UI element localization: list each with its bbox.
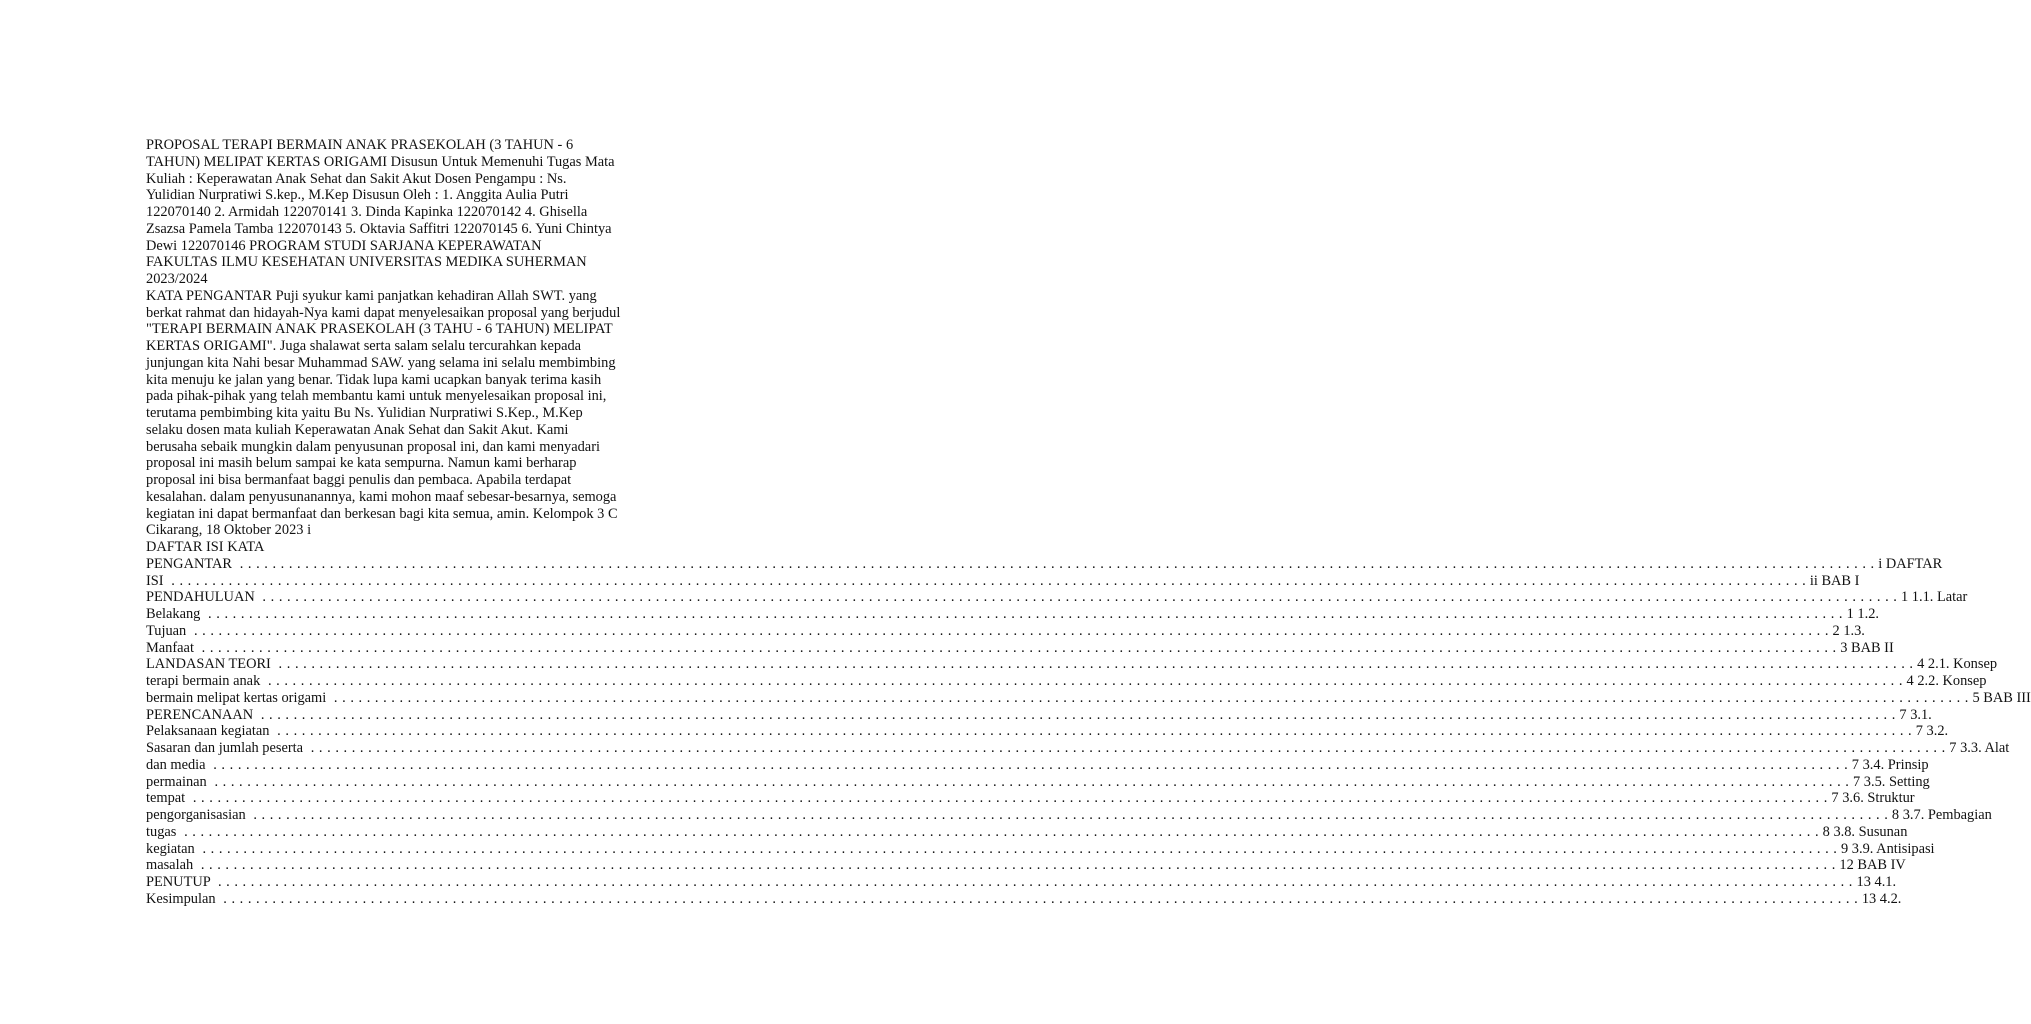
toc-entry-title: tempat (146, 790, 189, 807)
toc-entry-page: 13 4.2. (1858, 890, 1902, 907)
text-line: terutama pembimbing kita yaitu Bu Ns. Yulidian Nurpratiwi S.Kep., M.Kep (146, 405, 583, 421)
toc-dot-leader: . . . . . . . . . . . . . . . . . . . . . . . . . . . . . . . . . . . . . . . . . . . . . . . . . . . . . . . . . . . . . . . . . . . . . . . . . . . . . . . . . . . . . . . . . . . . . . . . . . . . . . . . . . . . . . . . . . . . . . . . . . . . . . . . . . . . . . . . . . . . . . . . . . . . . . . . . . . . . . . . . . . . . . . . . . . . . . . . . . . . . . . . . . . . . . . . . . . . . . . . (197, 639, 1837, 656)
text-line: "TERAPI BERMAIN ANAK PRASEKOLAH (3 TAHU - 6 TAHUN) MELIPAT (146, 321, 613, 338)
table-of-contents (146, 539, 2031, 908)
toc-entry (146, 773, 1930, 791)
toc-lines (146, 555, 2031, 908)
toc-entry-page: 9 3.9. Antisipasi (1837, 840, 1935, 857)
toc-entry-title: kegiatan (146, 840, 199, 857)
text-line: berusaha sebaik mungkin dalam penyusunan proposal ini, dan kami menyadari (146, 438, 600, 455)
toc-entry (146, 706, 1932, 724)
toc-entry-page: 8 3.7. Pembagian (1888, 807, 1992, 823)
toc-entry (146, 723, 1949, 740)
text-line: selaku dosen mata kuliah Keperawatan Anak Sehat dan Sakit Akut. Kami (146, 421, 569, 438)
toc-entry-page: 1 1.2. (1843, 606, 1879, 622)
text-line: kegiatan ini dapat bermanfaat dan berkesan bagi kita semua, amin. Kelompok 3 C (146, 505, 618, 522)
toc-entry (146, 689, 2031, 707)
text-line: PROPOSAL TERAPI BERMAIN ANAK PRASEKOLAH (3 TAHUN - 6 (146, 137, 574, 153)
toc-entry-title: PENUTUP (146, 874, 214, 890)
toc-entry-page: 12 BAB IV (1835, 857, 1906, 874)
toc-dot-leader: . . . . . . . . . . . . . . . . . . . . . . . . . . . . . . . . . . . . . . . . . . . . . . . . . . . . . . . . . . . . . . . . . . . . . . . . . . . . . . . . . . . . . . . . . . . . . . . . . . . . . . . . . . . . . . . . . . . . . . . . . . . . . . . . . . . . . . . . . . . . . . . . . . . . . . . . . . . . . . . . . . . . . . . . . . . . . . . . . . . . . . . . . . . . . . . . . . . . . . . . (167, 572, 1807, 589)
toc-entry (146, 673, 1987, 690)
toc-dot-leader: . . . . . . . . . . . . . . . . . . . . . . . . . . . . . . . . . . . . . . . . . . . . . . . . . . . . . . . . . . . . . . . . . . . . . . . . . . . . . . . . . . . . . . . . . . . . . . . . . . . . . . . . . . . . . . . . . . . . . . . . . . . . . . . . . . . . . . . . . . . . . . . . . . . . . . . . . . . . . . . . . . . . . . . . . . . . . . . . . . . . . . . . . . . . . . . . . . . . . . . . (258, 589, 1898, 606)
toc-entry-title: ISI (146, 572, 168, 589)
toc-entry (146, 890, 1902, 908)
toc-entry-title: Manfaat (146, 639, 198, 656)
toc-dot-leader: . . . . . . . . . . . . . . . . . . . . . . . . . . . . . . . . . . . . . . . . . . . . . . . . . . . . . . . . . . . . . . . . . . . . . . . . . . . . . . . . . . . . . . . . . . . . . . . . . . . . . . . . . . . . . . . . . . . . . . . . . . . . . . . . . . . . . . . . . . . . . . . . . . . . . . . . . . . . . . . . . . . . . . . . . . . . . . . . . . . . . . . . . . . . . . . . . . . . . . . . (235, 555, 1875, 572)
title-block (146, 137, 646, 288)
toc-entry (146, 740, 2010, 757)
toc-entry-title: Sasaran dan jumlah peserta (146, 740, 307, 756)
toc-dot-leader: . . . . . . . . . . . . . . . . . . . . . . . . . . . . . . . . . . . . . . . . . . . . . . . . . . . . . . . . . . . . . . . . . . . . . . . . . . . . . . . . . . . . . . . . . . . . . . . . . . . . . . . . . . . . . . . . . . . . . . . . . . . . . . . . . . . . . . . . . . . . . . . . . . . . . . . . . . . . . . . . . . . . . . . . . . . . . . . . . . . . . . . . . . . . . . . . . . . . . . . . (274, 656, 1914, 673)
toc-entry-title: masalah (146, 857, 197, 874)
text-line: KATA PENGANTAR Puji syukur kami panjatkan kehadiran Allah SWT. yang (146, 287, 597, 304)
toc-dot-leader: . . . . . . . . . . . . . . . . . . . . . . . . . . . . . . . . . . . . . . . . . . . . . . . . . . . . . . . . . . . . . . . . . . . . . . . . . . . . . . . . . . . . . . . . . . . . . . . . . . . . . . . . . . . . . . . . . . . . . . . . . . . . . . . . . . . . . . . . . . . . . . . . . . . . . . . . . . . . . . . . . . . . . . . . . . . . . . . . . . . . . . . . . . . . . . . . . . . . . . . . (189, 622, 1829, 639)
toc-dot-leader: . . . . . . . . . . . . . . . . . . . . . . . . . . . . . . . . . . . . . . . . . . . . . . . . . . . . . . . . . . . . . . . . . . . . . . . . . . . . . . . . . . . . . . . . . . . . . . . . . . . . . . . . . . . . . . . . . . . . . . . . . . . . . . . . . . . . . . . . . . . . . . . . . . . . . . . . . . . . . . . . . . . . . . . . . . . . . . . . . . . . . . . . . . . . . . . . . . . . . . . . (209, 756, 1849, 773)
text-line: kesalahan. dalam penyusunanannya, kami mohon maaf sebesar-besarnya, semoga (146, 488, 617, 505)
toc-entry-title: Belakang (146, 606, 204, 622)
toc-entry-title: Pelaksanaan kegiatan (146, 723, 274, 740)
toc-dot-leader: . . . . . . . . . . . . . . . . . . . . . . . . . . . . . . . . . . . . . . . . . . . . . . . . . . . . . . . . . . . . . . . . . . . . . . . . . . . . . . . . . . . . . . . . . . . . . . . . . . . . . . . . . . . . . . . . . . . . . . . . . . . . . . . . . . . . . . . . . . . . . . . . . . . . . . . . . . . . . . . . . . . . . . . . . . . . . . . . . . . . . . . . . . . . . . . . . . . . . . . . (188, 790, 1828, 807)
toc-entry (146, 606, 1879, 623)
toc-entry-title: PENDAHULUAN (146, 589, 259, 606)
toc-dot-leader: . . . . . . . . . . . . . . . . . . . . . . . . . . . . . . . . . . . . . . . . . . . . . . . . . . . . . . . . . . . . . . . . . . . . . . . . . . . . . . . . . . . . . . . . . . . . . . . . . . . . . . . . . . . . . . . . . . . . . . . . . . . . . . . . . . . . . . . . . . . . . . . . . . . . . . . . . . . . . . . . . . . . . . . . . . . . . . . . . . . . . . . . . . . . . . . . . . . . . . . . (210, 773, 1850, 790)
toc-entry-title: PENGANTAR (146, 555, 236, 572)
toc-entry-page: 7 3.1. (1895, 706, 1932, 723)
toc-entry-page: 7 3.2. (1912, 723, 1949, 740)
toc-entry-page: 4 2.1. Konsep (1913, 656, 1998, 673)
toc-entry (146, 823, 1908, 841)
toc-entry-page: 1 1.1. Latar (1897, 589, 1968, 606)
toc-entry-page: 7 3.4. Prinsip (1848, 756, 1929, 773)
text-line: Zsazsa Pamela Tamba 122070143 5. Oktavia Saffitri 122070145 6. Yuni Chintya (146, 220, 612, 237)
text-line: proposal ini bisa bermanfaat baggi penulis dan pembaca. Apabila terdapat (146, 472, 572, 488)
toc-entry (146, 639, 1894, 657)
text-line: FAKULTAS ILMU KESEHATAN UNIVERSITAS MEDIKA SUHERMAN (146, 254, 587, 271)
toc-entry-title: pengorganisasian (146, 807, 250, 823)
toc-dot-leader: . . . . . . . . . . . . . . . . . . . . . . . . . . . . . . . . . . . . . . . . . . . . . . . . . . . . . . . . . . . . . . . . . . . . . . . . . . . . . . . . . . . . . . . . . . . . . . . . . . . . . . . . . . . . . . . . . . . . . . . . . . . . . . . . . . . . . . . . . . . . . . . . . . . . . . . . . . . . . . . . . . . . . . . . . . . . . . . . . . . . . . . . . . . . . . . . . . . . . . . . (213, 874, 1853, 890)
toc-entry-title: permainan (146, 773, 211, 790)
toc-dot-leader: . . . . . . . . . . . . . . . . . . . . . . . . . . . . . . . . . . . . . . . . . . . . . . . . . . . . . . . . . . . . . . . . . . . . . . . . . . . . . . . . . . . . . . . . . . . . . . . . . . . . . . . . . . . . . . . . . . . . . . . . . . . . . . . . . . . . . . . . . . . . . . . . . . . . . . . . . . . . . . . . . . . . . . . . . . . . . . . . . . . . . . . . . . . . . . . . . . . . . . . . (219, 890, 1859, 907)
toc-dot-leader: . . . . . . . . . . . . . . . . . . . . . . . . . . . . . . . . . . . . . . . . . . . . . . . . . . . . . . . . . . . . . . . . . . . . . . . . . . . . . . . . . . . . . . . . . . . . . . . . . . . . . . . . . . . . . . . . . . . . . . . . . . . . . . . . . . . . . . . . . . . . . . . . . . . . . . . . . . . . . . . . . . . . . . . . . . . . . . . . . . . . . . . . . . . . . . . . . . . . . . . . (329, 689, 1969, 706)
text-line: 2023/2024 (146, 271, 208, 287)
toc-entry (146, 874, 1897, 891)
toc-entry-title: bermain melipat kertas origami (146, 689, 330, 706)
toc-entry-page: 8 3.8. Susunan (1819, 823, 1908, 840)
toc-dot-leader: . . . . . . . . . . . . . . . . . . . . . . . . . . . . . . . . . . . . . . . . . . . . . . . . . . . . . . . . . . . . . . . . . . . . . . . . . . . . . . . . . . . . . . . . . . . . . . . . . . . . . . . . . . . . . . . . . . . . . . . . . . . . . . . . . . . . . . . . . . . . . . . . . . . . . . . . . . . . . . . . . . . . . . . . . . . . . . . . . . . . . . . . . . . . . . . . . . . . . . . . (249, 807, 1889, 823)
toc-entry-page: 7 3.6. Struktur (1827, 790, 1915, 807)
toc-entry-title: PERENCANAAN (146, 706, 257, 723)
toc-entry-title: terapi bermain anak (146, 673, 264, 689)
toc-dot-leader: . . . . . . . . . . . . . . . . . . . . . . . . . . . . . . . . . . . . . . . . . . . . . . . . . . . . . . . . . . . . . . . . . . . . . . . . . . . . . . . . . . . . . . . . . . . . . . . . . . . . . . . . . . . . . . . . . . . . . . . . . . . . . . . . . . . . . . . . . . . . . . . . . . . . . . . . . . . . . . . . . . . . . . . . . . . . . . . . . . . . . . . . . . . . . . . . . . . . . . . . (196, 857, 1836, 874)
text-line: proposal ini masih belum sampai ke kata sempurna. Namun kami berharap (146, 455, 577, 472)
toc-entry (146, 857, 1906, 874)
text-line: pada pihak-pihak yang telah membantu kami untuk menyelesaikan proposal ini, (146, 388, 607, 405)
text-line: TAHUN) MELIPAT KERTAS ORIGAMI Disusun Untuk Memenuhi Tugas Mata (146, 153, 615, 170)
toc-dot-leader: . . . . . . . . . . . . . . . . . . . . . . . . . . . . . . . . . . . . . . . . . . . . . . . . . . . . . . . . . . . . . . . . . . . . . . . . . . . . . . . . . . . . . . . . . . . . . . . . . . . . . . . . . . . . . . . . . . . . . . . . . . . . . . . . . . . . . . . . . . . . . . . . . . . . . . . . . . . . . . . . . . . . . . . . . . . . . . . . . . . . . . . . . . . . . . . . . . . . . . . . (179, 823, 1820, 840)
toc-entry (146, 589, 1968, 606)
toc-entry-page: 7 3.3. Alat (1945, 740, 2010, 756)
toc-dot-leader: . . . . . . . . . . . . . . . . . . . . . . . . . . . . . . . . . . . . . . . . . . . . . . . . . . . . . . . . . . . . . . . . . . . . . . . . . . . . . . . . . . . . . . . . . . . . . . . . . . . . . . . . . . . . . . . . . . . . . . . . . . . . . . . . . . . . . . . . . . . . . . . . . . . . . . . . . . . . . . . . . . . . . . . . . . . . . . . . . . . . . . . . . . . . . . . . . . . . . . . . (198, 840, 1838, 857)
toc-entry-title: LANDASAN TEORI (146, 656, 275, 673)
toc-dot-leader: . . . . . . . . . . . . . . . . . . . . . . . . . . . . . . . . . . . . . . . . . . . . . . . . . . . . . . . . . . . . . . . . . . . . . . . . . . . . . . . . . . . . . . . . . . . . . . . . . . . . . . . . . . . . . . . . . . . . . . . . . . . . . . . . . . . . . . . . . . . . . . . . . . . . . . . . . . . . . . . . . . . . . . . . . . . . . . . . . . . . . . . . . . . . . . . . . . . . . . . . (256, 706, 1896, 723)
toc-entry-title: Tujuan (146, 622, 190, 639)
text-line: 122070140 2. Armidah 122070141 3. Dinda Kapinka 122070142 4. Ghisella (146, 204, 588, 220)
toc-entry (146, 572, 1860, 590)
text-line: Yulidian Nurpratiwi S.kep., M.Kep Disusun Oleh : 1. Anggita Aulia Putri (146, 187, 569, 204)
text-line: Cikarang, 18 Oktober 2023 i (146, 522, 312, 539)
toc-entry (146, 790, 1915, 807)
toc-entry-title: Kesimpulan (146, 890, 220, 907)
text-line: berkat rahmat dan hidayah-Nya kami dapat menyelesaikan proposal yang berjudul (146, 304, 621, 321)
toc-entry-title: tugas (146, 823, 180, 840)
toc-entry (146, 622, 1865, 640)
toc-entry (146, 555, 1943, 573)
toc-entry-page: 5 BAB III (1968, 689, 2031, 706)
toc-entry-page: 13 4.1. (1852, 874, 1897, 890)
text-line: junjungan kita Nahi besar Muhammad SAW. yang selama ini selalu membimbing (146, 354, 616, 371)
toc-entry-page: 7 3.5. Setting (1849, 773, 1930, 790)
toc-entry (146, 656, 1998, 673)
toc-dot-leader: . . . . . . . . . . . . . . . . . . . . . . . . . . . . . . . . . . . . . . . . . . . . . . . . . . . . . . . . . . . . . . . . . . . . . . . . . . . . . . . . . . . . . . . . . . . . . . . . . . . . . . . . . . . . . . . . . . . . . . . . . . . . . . . . . . . . . . . . . . . . . . . . . . . . . . . . . . . . . . . . . . . . . . . . . . . . . . . . . . . . . . . . . . . . . . . . . . . . . . . . (203, 606, 1844, 622)
toc-entry-page: 3 BAB II (1836, 639, 1894, 656)
toc-dot-leader: . . . . . . . . . . . . . . . . . . . . . . . . . . . . . . . . . . . . . . . . . . . . . . . . . . . . . . . . . . . . . . . . . . . . . . . . . . . . . . . . . . . . . . . . . . . . . . . . . . . . . . . . . . . . . . . . . . . . . . . . . . . . . . . . . . . . . . . . . . . . . . . . . . . . . . . . . . . . . . . . . . . . . . . . . . . . . . . . . . . . . . . . . . . . . . . . . . . . . . . . (306, 740, 1946, 756)
toc-entry-page: i DAFTAR (1874, 555, 1943, 572)
toc-entry (146, 840, 1935, 858)
toc-entry (146, 807, 1992, 824)
toc-entry-page: ii BAB I (1806, 572, 1860, 589)
toc-entry-page: 4 2.2. Konsep (1902, 673, 1987, 689)
text-line: Kuliah : Keperawatan Anak Sehat dan Sakit Akut Dosen Pengampu : Ns. (146, 170, 567, 187)
toc-heading: DAFTAR ISI KATA (146, 539, 265, 555)
text-line: KERTAS ORIGAMI". Juga shalawat serta salam selalu tercurahkan kepada (146, 338, 582, 354)
document-page (146, 137, 2031, 908)
text-line: kita menuju ke jalan yang benar. Tidak lupa kami ucapkan banyak terima kasih (146, 371, 602, 388)
toc-entry (146, 756, 1929, 774)
toc-entry-page: 2 1.3. (1828, 622, 1865, 639)
toc-dot-leader: . . . . . . . . . . . . . . . . . . . . . . . . . . . . . . . . . . . . . . . . . . . . . . . . . . . . . . . . . . . . . . . . . . . . . . . . . . . . . . . . . . . . . . . . . . . . . . . . . . . . . . . . . . . . . . . . . . . . . . . . . . . . . . . . . . . . . . . . . . . . . . . . . . . . . . . . . . . . . . . . . . . . . . . . . . . . . . . . . . . . . . . . . . . . . . . . . . . . . . . . (273, 723, 1913, 740)
foreword-block (146, 288, 646, 539)
toc-entry-title: dan media (146, 756, 210, 773)
text-line: Dewi 122070146 PROGRAM STUDI SARJANA KEPERAWATAN (146, 237, 542, 254)
toc-dot-leader: . . . . . . . . . . . . . . . . . . . . . . . . . . . . . . . . . . . . . . . . . . . . . . . . . . . . . . . . . . . . . . . . . . . . . . . . . . . . . . . . . . . . . . . . . . . . . . . . . . . . . . . . . . . . . . . . . . . . . . . . . . . . . . . . . . . . . . . . . . . . . . . . . . . . . . . . . . . . . . . . . . . . . . . . . . . . . . . . . . . . . . . . . . . . . . . . . . . . . . . . (263, 673, 1903, 689)
